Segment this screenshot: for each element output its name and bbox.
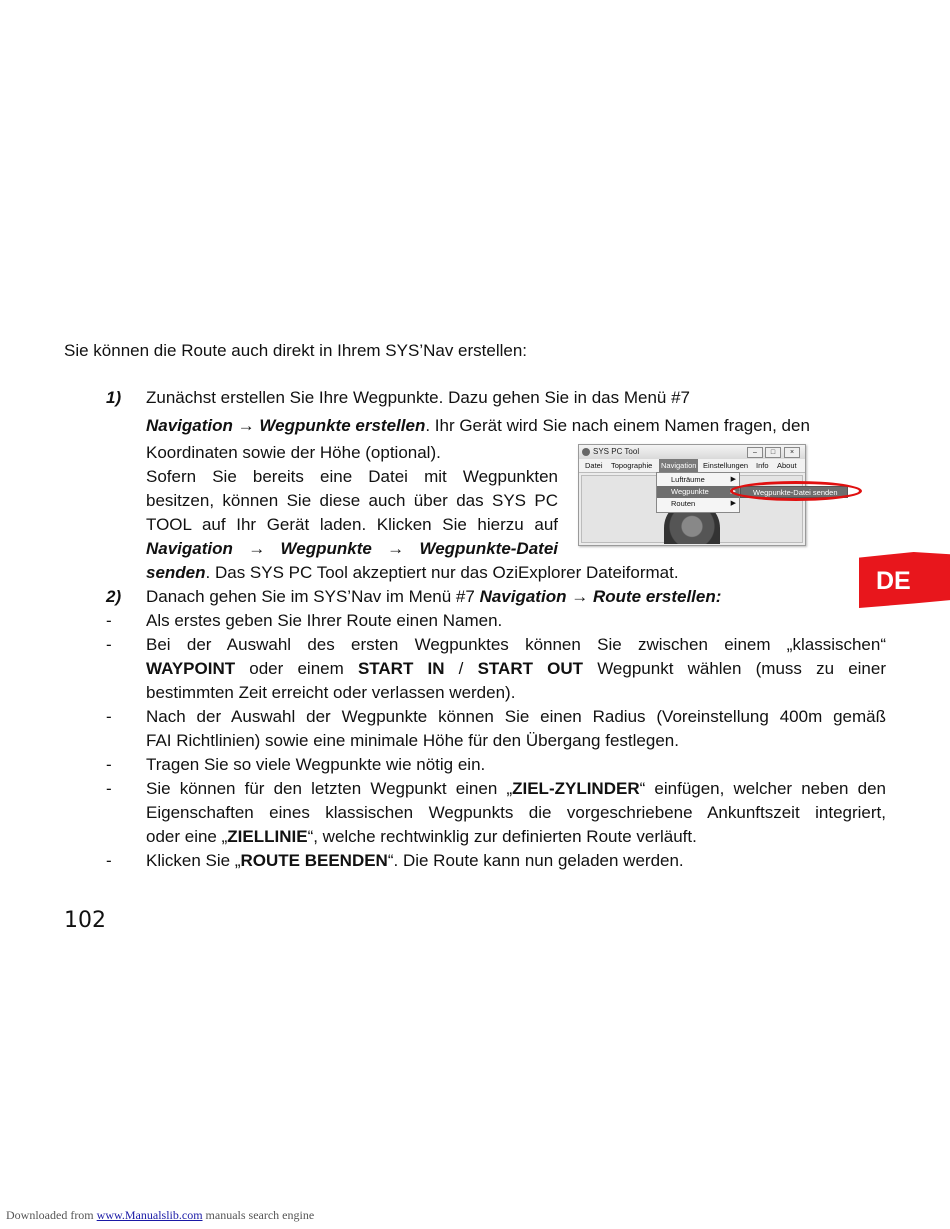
path-senden: senden — [146, 563, 206, 582]
bullet-2-line-2: WAYPOINT oder einem START IN / START OUT Wegpunkt wählen (muss zu einer — [146, 659, 887, 678]
menu-datei: Datei — [585, 461, 603, 470]
bullet-5-line-1: Sie können für den letzten Wegpunkt einen „ZIEL-ZYLINDER“ einfügen, welcher neben den — [146, 779, 886, 798]
language-badge-label: DE — [876, 567, 911, 595]
menu-about: About — [777, 461, 797, 470]
bullet-dash: - — [106, 755, 112, 774]
menu-topographie: Topographie — [611, 461, 653, 470]
bullet-1: Als erstes geben Sie Ihrer Route einen Namen. — [146, 611, 503, 630]
screenshot-title: SYS PC Tool — [593, 447, 640, 456]
app-icon — [582, 448, 590, 456]
step-2-number: 2) — [106, 587, 122, 606]
submenu-wegpunkte-datei-senden: Wegpunkte-Datei senden — [740, 486, 848, 498]
screenshot-titlebar — [579, 445, 805, 459]
arrow-icon: → — [237, 416, 255, 435]
manualslib-link[interactable]: www.Manualslib.com — [96, 1208, 203, 1222]
step-2-navigation: Navigation — [479, 587, 567, 606]
step-1-line-4: Sofern Sie bereits eine Datei mit Wegpunkten — [146, 467, 558, 486]
minimize-icon: – — [747, 447, 763, 458]
start-out-term: START OUT — [477, 659, 584, 678]
start-in-term: START IN — [357, 659, 445, 678]
page-number: 102 — [64, 908, 106, 933]
submenu-arrow-icon: ▶ — [730, 488, 736, 495]
step-1-line-3: Koordinaten sowie der Höhe (optional). — [146, 443, 441, 462]
step-1-path-line — [146, 537, 558, 561]
path-wegpunkte: Wegpunkte — [280, 539, 372, 558]
path-navigation: Navigation — [146, 539, 233, 558]
bullet-2-line-1: Bei der Auswahl des ersten Wegpunktes können Sie zwischen einem „klassischen“ — [146, 635, 886, 654]
route-beenden-term: ROUTE BEENDEN — [240, 851, 388, 870]
bullet-6: Klicken Sie „ROUTE BEENDEN“. Die Route kann nun geladen werden. — [146, 851, 684, 870]
dropdown-item-routen: Routen ▶ — [671, 499, 736, 508]
step-1-number: 1) — [106, 388, 122, 407]
navigation-dropdown — [656, 472, 740, 513]
waypoint-term: WAYPOINT — [146, 659, 236, 678]
bullet-dash: - — [106, 635, 112, 654]
bullet-5-line-2: Eigenschaften eines klassischen Wegpunkts die vorgeschriebene Ankunftszeit integriert, — [146, 803, 886, 822]
footer: Downloaded from www.Manualslib.com manuals search engine — [6, 1208, 315, 1222]
step-1-line-1: Zunächst erstellen Sie Ihre Wegpunkte. Dazu gehen Sie in das Menü #7 — [146, 388, 691, 407]
step-1-line-2: Navigation → Wegpunkte erstellen. Ihr Gerät wird Sie nach einem Namen fragen, den — [146, 416, 810, 435]
menu-path-wegpunkte-erstellen: Wegpunkte erstellen — [259, 416, 426, 435]
menu-info: Info — [756, 461, 769, 470]
step-1-line-6: TOOL auf Ihr Gerät laden. Klicken Sie hierzu auf — [146, 515, 558, 534]
menu-path-navigation: Navigation — [146, 416, 233, 435]
submenu-arrow-icon: ▶ — [730, 500, 736, 507]
highlight-ring — [730, 481, 862, 501]
step-1-line-8: senden. Das SYS PC Tool akzeptiert nur das OziExplorer Dateiformat. — [146, 563, 679, 582]
step-1-line-5: besitzen, können Sie diese auch über das SYS PC — [146, 491, 558, 510]
menu-einstellungen: Einstellungen — [703, 461, 749, 470]
bullet-dash: - — [106, 611, 112, 630]
ziel-zylinder-term: ZIEL-ZYLINDER — [512, 779, 640, 798]
maximize-icon: □ — [765, 447, 781, 458]
arrow-icon: → — [248, 539, 266, 558]
step-2-line: Danach gehen Sie im SYS’Nav im Menü #7 Navigation → Route erstellen: — [146, 587, 722, 606]
dropdown-item-wegpunkte: Wegpunkte ▶ — [657, 486, 739, 498]
path-wegpunkte-datei: Wegpunkte-Datei — [419, 539, 559, 558]
dropdown-item-luftraeume: Lufträume ▶ — [671, 475, 736, 484]
arrow-icon: → — [571, 587, 589, 606]
bullet-3-line-2: FAI Richtlinien) sowie eine minimale Höhe für den Übergang festlegen. — [146, 731, 679, 750]
screenshot-menubar — [579, 459, 805, 473]
bullet-dash: - — [106, 707, 112, 726]
ziellinie-term: ZIELLINIE — [227, 827, 308, 846]
bullet-dash: - — [106, 851, 112, 870]
submenu-arrow-icon: ▶ — [730, 476, 736, 483]
bullet-dash: - — [106, 779, 112, 798]
bullet-5-line-3: oder eine „ZIELLINIE“, welche rechtwinklig zur definierten Route verläuft. — [146, 827, 697, 846]
bullet-3-line-1: Nach der Auswahl der Wegpunkte können Sie einen Radius (Voreinstellung 400m gemäß — [146, 707, 886, 726]
bullet-2-line-3: bestimmten Zeit erreicht oder verlassen werden). — [146, 683, 516, 702]
menu-navigation: Navigation — [661, 461, 697, 470]
close-icon: × — [784, 447, 800, 458]
bullet-4: Tragen Sie so viele Wegpunkte wie nötig ein. — [146, 755, 486, 774]
intro-text: Sie können die Route auch direkt in Ihrem SYS’Nav erstellen: — [64, 341, 528, 360]
step-2-route-erstellen: Route erstellen: — [592, 587, 722, 606]
arrow-icon: → — [387, 539, 405, 558]
